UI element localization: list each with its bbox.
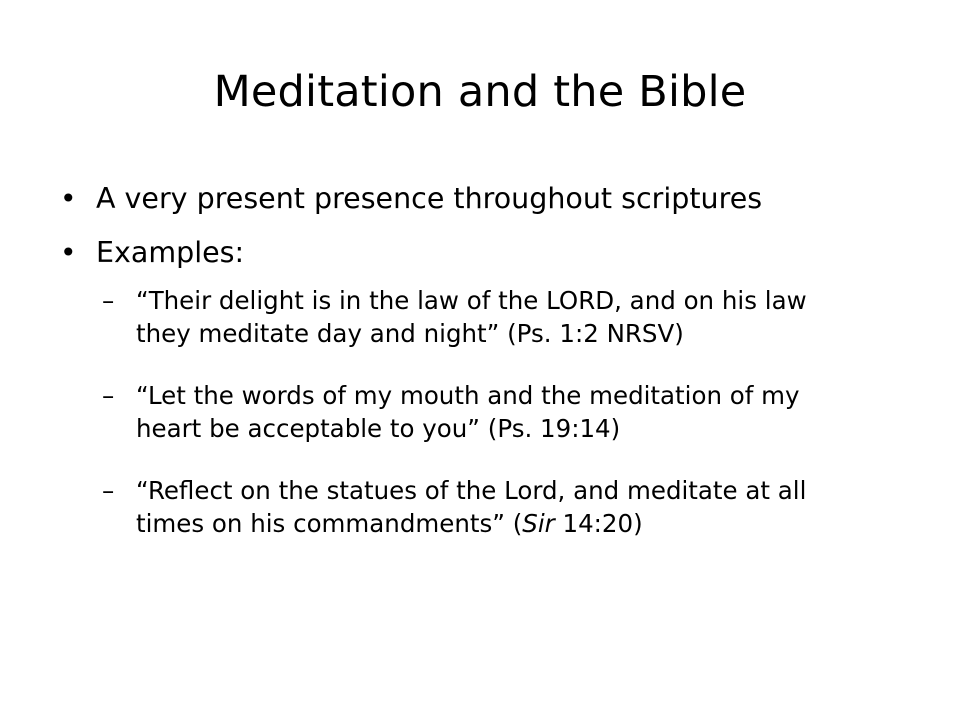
- source-reference: 14:20): [554, 509, 643, 538]
- bullet-list: [60, 176, 920, 569]
- bullet-text: A very present presence throughout scriptures: [96, 182, 763, 215]
- sub-bullet-list: [60, 284, 920, 540]
- sub-bullet-item: [60, 284, 856, 350]
- dash-marker: –: [102, 476, 115, 505]
- quote-text-main: “Reflect on the statues of the Lord, and meditate at all times on his commandments” (: [136, 476, 807, 538]
- quote-text: “Let the words of my mouth and the meditation of my heart be acceptable to you” (Ps. 19:14): [136, 381, 800, 443]
- dash-marker: –: [102, 381, 115, 410]
- sub-bullet-item: [60, 379, 856, 445]
- bullet-item: [60, 230, 920, 276]
- dash-marker: –: [102, 286, 115, 315]
- slide-title: Meditation and the Bible: [213, 67, 747, 117]
- sub-bullet-item: [60, 474, 856, 540]
- bullet-item: [60, 176, 920, 222]
- quote-text: [136, 476, 806, 538]
- bullet-text: Examples:: [96, 236, 245, 269]
- bullet-marker: •: [60, 182, 77, 215]
- source-abbreviation: Sir: [522, 509, 555, 538]
- quote-text: “Their delight is in the law of the LORD, and on his law they meditate day and night” (Ps. 1:2 NRSV): [136, 286, 807, 348]
- bullet-marker: •: [60, 236, 77, 269]
